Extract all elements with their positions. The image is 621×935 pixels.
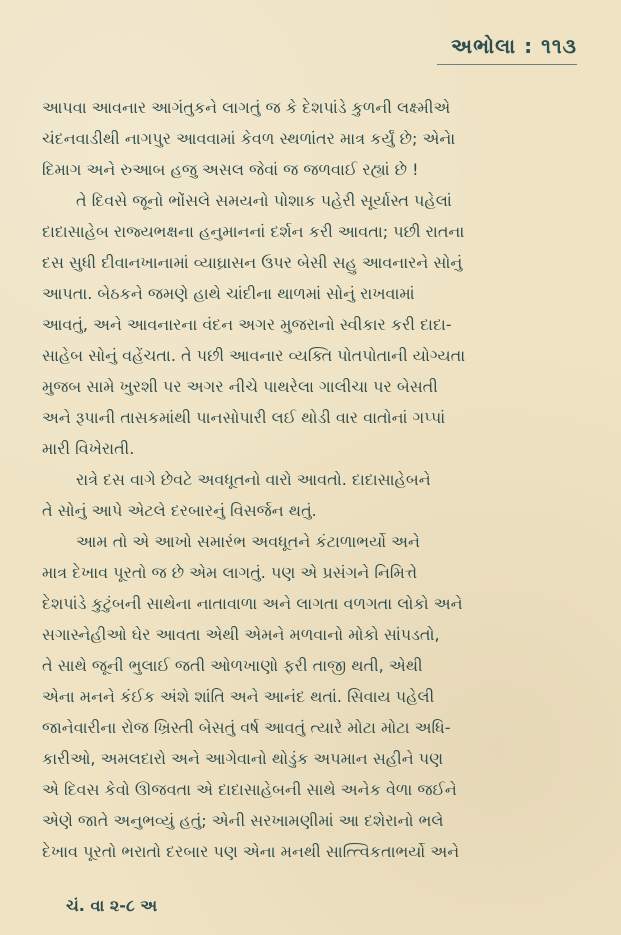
text-line: દાદાસાહેબ રાજ્યભક્ષના હનુમાનનાં દર્શન કરી આવતા; પછી રાતના xyxy=(42,222,465,241)
paragraph-2 xyxy=(42,185,577,464)
paragraph-3 xyxy=(42,464,577,526)
text-line: તે સોનું આપે એટલે દરબારનું વિસર્જન થતું. xyxy=(42,501,317,520)
signature-mark: ચં. વા ૨-૮ અ xyxy=(66,896,158,915)
text-line: એણે જાતે અનુભવ્યું હતું; એની સરખામણીમાં આ દશેરાનો ભલે xyxy=(42,811,444,830)
text-line: આમ તો એ આખો સમારંભ અવધૂતને કંટાળાભર્યો અને xyxy=(76,532,420,551)
text-line: એના મનને કંઈક અંશે શાંતિ અને આનંદ થતાં. સિવાય પહેલી xyxy=(42,687,435,706)
text-line: જાનેવારીના રોજ ખ્રિસ્તી બેસતું વર્ષ આવતું ત્યારે મોટા મોટા અધિ- xyxy=(42,718,451,737)
running-title: અભોલા : ૧૧૩ xyxy=(451,34,577,58)
text-line: એ દિવસ કેવો ઊજવતા એ દાદાસાહેબની સાથે અનેક વેળા જઈને xyxy=(42,780,457,799)
header-underline xyxy=(437,64,577,65)
text-line: આવતું, અને આવનારના વંદન અગર મુજરાનો સ્વીકાર કરી દાદા- xyxy=(42,315,452,334)
text-line: તે દિવસે જૂનો ભોંસલે સમયનો પોશાક પહેરી સૂર્યાસ્ત પહેલાં xyxy=(76,191,452,210)
text-line: મારી વિખેરાતી. xyxy=(42,439,135,458)
page-body xyxy=(42,92,577,867)
text-line: સાહેબ સોનું વહેંચતા. તે પછી આવનાર વ્યક્તિ પોતપોતાની યોગ્યતા xyxy=(42,346,466,365)
text-line: અને રૂપાની તાસકમાંથી પાનસોપારી લઈ થોડી વાર વાતોનાં ગપ્પાં xyxy=(42,408,446,427)
text-line: કારીઓ, અમલદારો અને આગેવાનો થોડુંક અપમાન સહીને પણ xyxy=(42,749,444,768)
text-line: રાત્રે દસ વાગે છેવટે અવધૂતનો વારો આવતો. દાદાસાહેબને xyxy=(76,470,431,489)
paragraph-1 xyxy=(42,92,577,185)
paragraph-4 xyxy=(42,526,577,867)
text-line: મુજબ સામે ખુરશી પર અગર નીચે પાથરેલા ગાલીચા પર બેસતી xyxy=(42,377,438,396)
text-line: આપતા. બેઠકને જમણે હાથે ચાંદીના થાળમાં સોનું રાખવામાં xyxy=(42,284,415,303)
text-line: દિમાગ અને રુઆબ હજુ અસલ જેવાં જ જળવાઈ રહ્યાં છે ! xyxy=(42,160,419,179)
text-line: દેશપાંડે કુટુંબની સાથેના નાતાવાળા અને લાગતા વળગતા લોકો અને xyxy=(42,594,463,613)
text-line: દેખાવ પૂરતો ભરાતો દરબાર પણ એના મનથી સાત્ત્વિકતાભર્યો અને xyxy=(42,842,460,861)
running-header xyxy=(42,34,577,60)
text-line: તે સાથે જૂની ભુલાઈ જતી ઓળખાણો ફરી તાજી થતી, એથી xyxy=(42,656,423,675)
text-line: સગાસ્નેહીઓ ઘેર આવતા એથી એમને મળવાનો મોકો સાંપડતો, xyxy=(42,625,440,644)
text-line: ચંદનવાડીથી નાગપુર આવવામાં કેવળ સ્થળાંતર માત્ર કર્યું છે; એનેા xyxy=(42,129,456,148)
text-line: આપવા આવનાર આગંતુકને લાગતું જ કે દેશપાંડે કુળની લક્ષ્મીએ xyxy=(42,98,451,117)
text-line: માત્ર દેખાવ પૂરતો જ છે એમ લાગતું. પણ એ પ્રસંગને નિમિત્તે xyxy=(42,563,418,582)
text-line: દસ સુધી દીવાનખાનામાં વ્યાઘ્રાસન ઉપર બેસી સહુ આવનારને સોનું xyxy=(42,253,463,272)
